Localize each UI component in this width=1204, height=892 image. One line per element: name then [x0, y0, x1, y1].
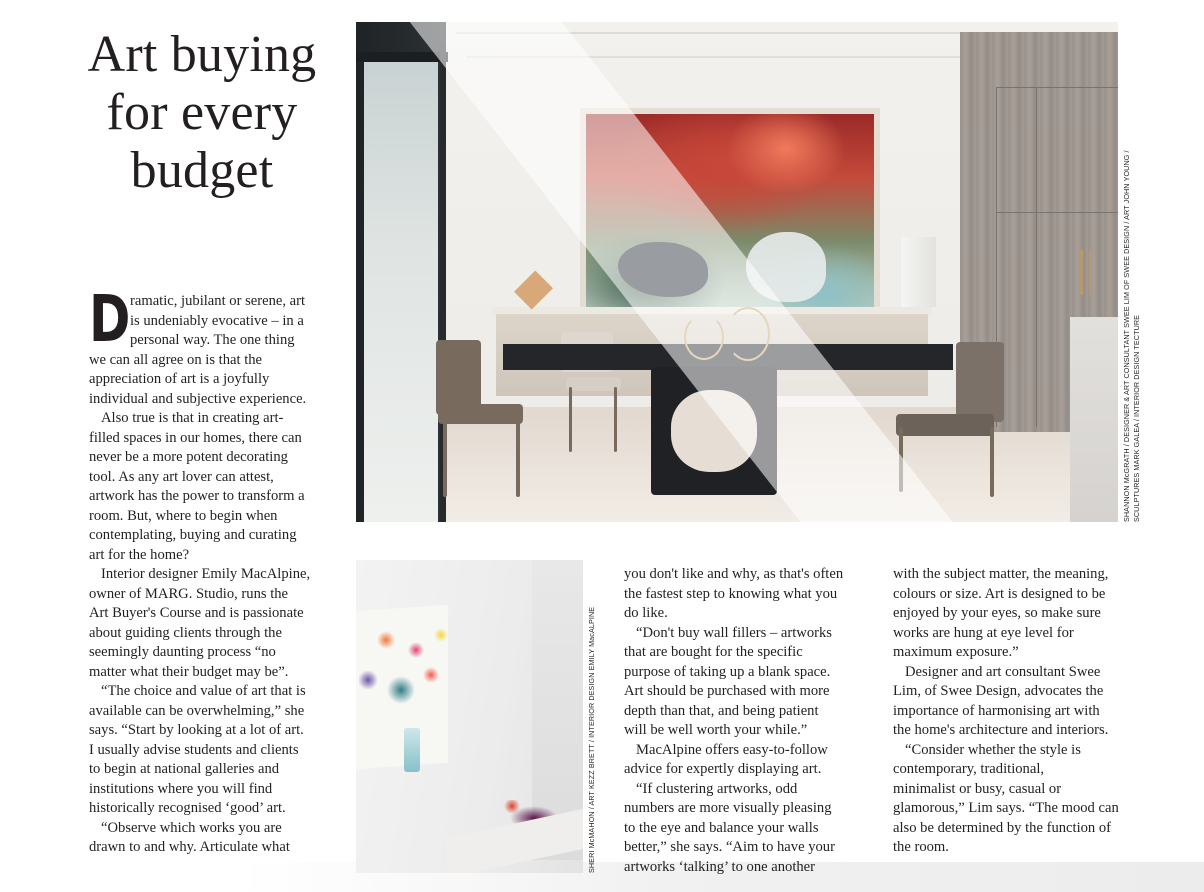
text-line: contemporary, traditional,: [893, 761, 1045, 777]
text-line: historically recognised ‘good’ art.: [89, 800, 286, 816]
body-paragraph: [893, 741, 1129, 858]
text-line: numbers are more visually pleasing: [624, 800, 832, 816]
photo-marble-island: [1070, 317, 1118, 522]
text-line: Designer and art consultant Swee: [905, 663, 1101, 680]
text-line: better,” she says. “Aim to have your: [624, 839, 835, 855]
text-line: Art should be purchased with more: [624, 683, 830, 699]
photo-chair-leg: [990, 427, 994, 497]
text-line: matter what their budget may be”.: [89, 663, 289, 680]
photo-window-glass: [364, 62, 438, 522]
text-line: art for the home?: [89, 546, 190, 563]
text-line: advice for expertly displaying art.: [624, 761, 822, 777]
text-line: room. But, where to begin when: [89, 507, 278, 524]
text-line: with the subject matter, the meaning,: [893, 566, 1109, 582]
photo-white-sculpture: [901, 237, 936, 307]
photo-chair-leg: [516, 417, 520, 497]
text-line: about guiding clients through the: [89, 624, 282, 641]
photo-cabinet-seam: [1036, 87, 1037, 427]
text-line: never be a more potent decorating: [89, 449, 288, 465]
secondary-photo-credit: [587, 607, 597, 873]
text-line: we can all agree on is that the: [89, 351, 263, 368]
text-line: the fastest step to knowing what you: [624, 585, 838, 602]
text-line: works are hung at eye level for: [893, 624, 1074, 641]
photo-chair-leg: [614, 387, 617, 452]
text-line: “Consider whether the style is: [905, 741, 1081, 758]
body-paragraph: [89, 409, 321, 565]
article-column-3: [893, 565, 1129, 858]
text-line: “If clustering artworks, odd: [636, 780, 798, 797]
text-line: you don't like and why, as that's often: [624, 566, 844, 582]
text-line: the home's architecture and interiors.: [893, 722, 1109, 738]
photo-painted-vase: [404, 728, 420, 772]
text-line: “Don't buy wall fillers – artworks: [636, 624, 832, 641]
text-line: appreciation of art is a joyfully: [89, 371, 270, 387]
intro-paragraph: [89, 283, 321, 409]
text-line: drawn to and why. Articulate what: [89, 839, 290, 855]
body-paragraph: [89, 565, 321, 682]
text-line: Also true is that in creating art-: [101, 410, 284, 426]
text-line: seemingly daunting process “no: [89, 644, 276, 660]
text-line: enjoyed by your eyes, so make sure: [893, 605, 1101, 621]
photo-chair: [438, 404, 523, 424]
text-line: maximum exposure.”: [893, 644, 1019, 660]
photo-chair: [896, 414, 994, 436]
text-line: that are bought for the specific: [624, 644, 803, 660]
drop-cap: D: [89, 283, 131, 357]
text-line: says. “Start by looking at a lot of art.: [89, 722, 304, 738]
text-line: “The choice and value of art that is: [101, 683, 306, 699]
credit-line: SHERI McMAHON / ART KEZZ BRETT / INTERIOR DESIGN EMILY MacALPINE: [587, 606, 596, 873]
text-line: also be determined by the function of: [893, 819, 1112, 836]
hero-photo-dining-room: [356, 22, 1118, 522]
body-paragraph: [89, 819, 321, 858]
article-column-2: [624, 565, 860, 877]
text-line: owner of MARG. Studio, runs the: [89, 585, 289, 602]
text-line: available can be overwhelming,” she: [89, 702, 305, 719]
body-paragraph: [624, 780, 860, 878]
text-line: institutions where you will find: [89, 780, 273, 797]
photo-chair: [566, 377, 621, 391]
text-line: contemplating, buying and curating: [89, 527, 297, 543]
body-paragraph: [624, 624, 860, 741]
photo-chair-leg: [443, 417, 447, 497]
text-line: is undeniably evocative – in a: [130, 312, 304, 329]
body-paragraph: [893, 663, 1129, 741]
hero-photo-credit: [1122, 150, 1141, 522]
text-line: personal way. The one thing: [130, 332, 295, 348]
text-line: colours or size. Art is designed to be: [893, 585, 1106, 602]
text-line: artwork has the power to transform a: [89, 488, 305, 504]
text-line: to begin at national galleries and: [89, 761, 280, 777]
text-line: artworks ‘talking’ to one another: [624, 858, 816, 875]
text-line: minimalist or busy, casual or: [893, 780, 1062, 797]
text-line: individual and subjective experience.: [89, 390, 307, 407]
text-line: filled spaces in our homes, there can: [89, 429, 302, 446]
photo-cabinet-handle: [1080, 250, 1083, 295]
photo-cabinet-seam: [996, 212, 1118, 213]
text-line: the room.: [893, 839, 949, 855]
photo-chair: [956, 342, 1004, 422]
body-paragraph: [89, 682, 321, 819]
text-line: I usually advise students and clients: [89, 741, 299, 758]
secondary-photo-floral-room: [356, 560, 583, 873]
photo-painted-flowers: [356, 620, 451, 740]
article-headline: Art buying for every budget: [87, 26, 317, 199]
photo-chair-leg: [569, 387, 572, 452]
text-line: ramatic, jubilant or serene, art: [130, 293, 306, 309]
text-line: tool. As any art lover can attest,: [89, 468, 274, 485]
text-line: importance of harmonising art with: [893, 702, 1100, 719]
text-line: do like.: [624, 605, 668, 621]
text-line: glamorous,” Lim says. “The mood can: [893, 800, 1119, 816]
text-line: MacAlpine offers easy-to-follow: [636, 741, 828, 758]
credit-line: SCULPTURES MARK GALEA / INTERIOR DESIGN TECTURE: [1131, 314, 1141, 522]
text-line: Lim, of Swee Design, advocates the: [893, 683, 1104, 699]
text-line: Interior designer Emily MacAlpine,: [101, 566, 311, 582]
text-line: will be well worth your while.”: [624, 722, 808, 738]
article-column-1: [89, 283, 321, 858]
text-line: Art Buyer's Course and is passionate: [89, 605, 304, 621]
body-paragraph: [624, 565, 860, 624]
body-paragraph: [624, 741, 860, 780]
photo-cabinet-seam: [996, 87, 1118, 88]
text-line: “Observe which works you are: [101, 819, 282, 836]
text-line: purpose of taking up a blank space.: [624, 663, 831, 680]
body-paragraph: [893, 565, 1129, 663]
text-line: depth than that, and being patient: [624, 702, 819, 719]
credit-line: SHANNON McGRATH / DESIGNER & ART CONSULTANT SWEE LIM OF SWEE DESIGN / ART JOHN YOUNG /: [1122, 150, 1131, 522]
text-line: to the eye and balance your walls: [624, 819, 819, 836]
photo-cabinet-handle: [1089, 250, 1092, 295]
page-bottom-shadow: [0, 862, 1204, 892]
